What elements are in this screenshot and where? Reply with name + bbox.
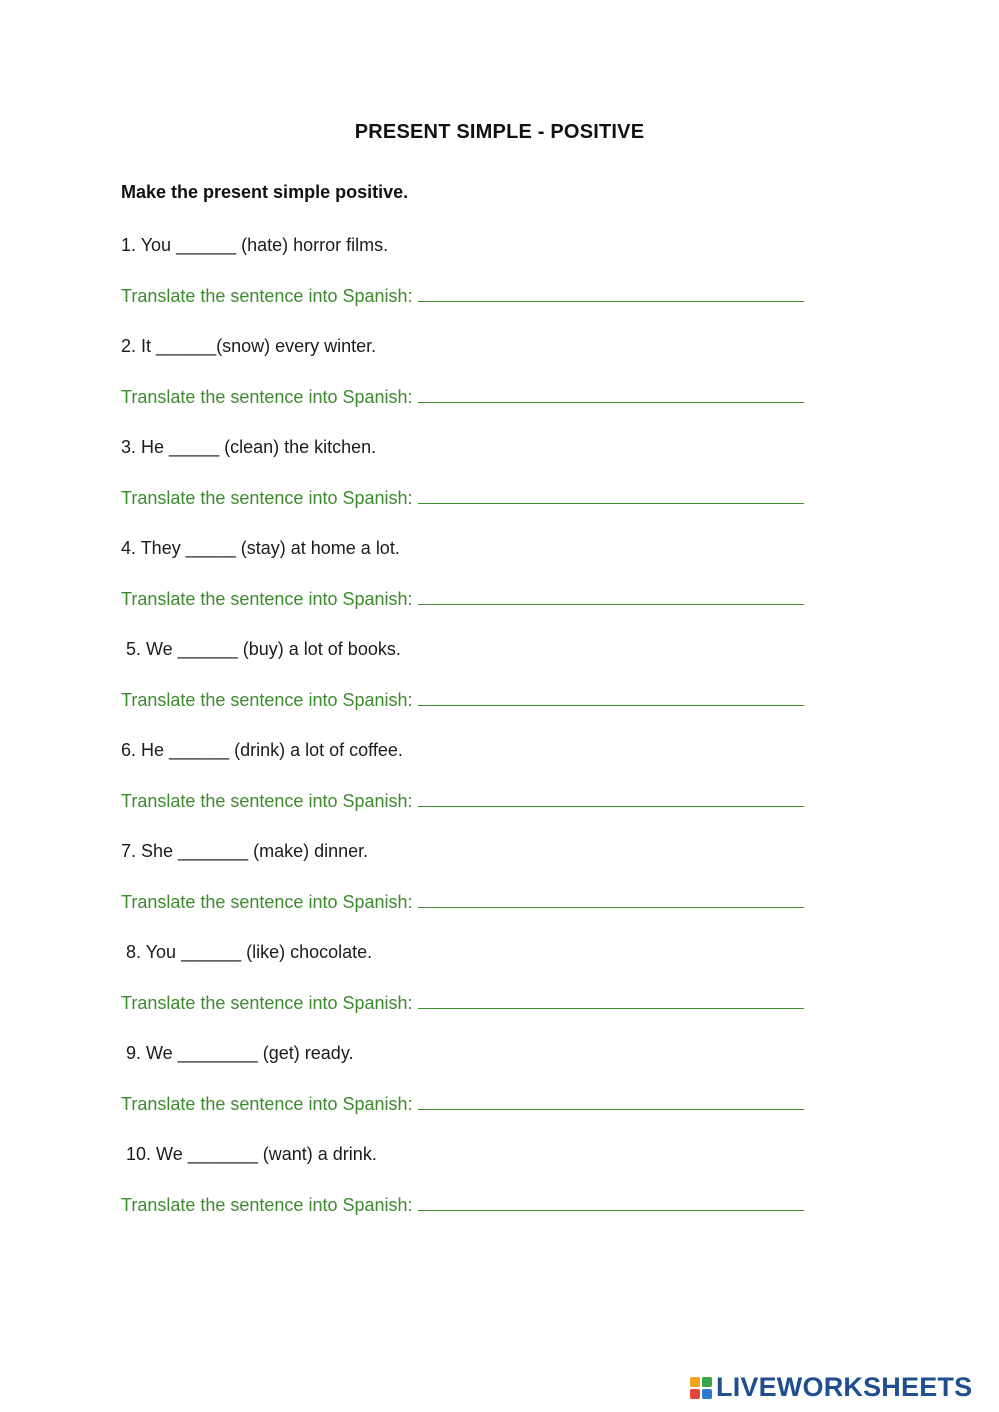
exercise-sentence: 9. We ________ (get) ready. — [121, 1043, 354, 1063]
translate-prompt — [121, 586, 861, 637]
exercise-item — [121, 838, 861, 939]
logo-square-3 — [690, 1389, 700, 1399]
exercise-sentence: 2. It ______(snow) every winter. — [121, 336, 377, 356]
answer-blank[interactable] — [418, 1192, 804, 1211]
exercise-item — [121, 232, 861, 333]
logo-text: LIVEWORKSHEETS — [716, 1372, 973, 1402]
exercise-sentence: 1. You ______ (hate) horror films. — [121, 235, 389, 255]
exercise-item — [121, 1040, 861, 1141]
exercise-item — [121, 434, 861, 535]
logo-square-4 — [702, 1389, 712, 1399]
translate-prompt — [121, 788, 861, 839]
page-title: PRESENT SIMPLE - POSITIVE — [354, 121, 645, 143]
answer-blank[interactable] — [418, 687, 804, 706]
logo-icon — [690, 1377, 712, 1399]
logo-square-2 — [702, 1377, 712, 1387]
translate-label: Translate the sentence into Spanish: — [121, 891, 413, 912]
answer-blank[interactable] — [418, 384, 804, 403]
answer-blank[interactable] — [418, 1091, 804, 1110]
translate-prompt — [121, 283, 861, 334]
exercise-sentence: 6. He ______ (drink) a lot of coffee. — [121, 740, 403, 760]
answer-blank[interactable] — [418, 788, 804, 807]
exercise-sentence: 5. We ______ (buy) a lot of books. — [121, 639, 401, 659]
translate-prompt — [121, 889, 861, 940]
exercise-sentence: 10. We _______ (want) a drink. — [121, 1144, 377, 1164]
translate-prompt — [121, 485, 861, 536]
exercise-item — [121, 939, 861, 1040]
translate-label: Translate the sentence into Spanish: — [121, 1093, 413, 1114]
translate-label: Translate the sentence into Spanish: — [121, 1194, 413, 1215]
exercise-item — [121, 636, 861, 737]
translate-prompt — [121, 1192, 861, 1243]
translate-prompt — [121, 1091, 861, 1142]
exercise-sentence: 3. He _____ (clean) the kitchen. — [121, 437, 377, 457]
exercise-item — [121, 737, 861, 838]
translate-label: Translate the sentence into Spanish: — [121, 790, 413, 811]
answer-blank[interactable] — [418, 283, 804, 302]
exercise-sentence: 8. You ______ (like) chocolate. — [121, 942, 373, 962]
exercise-list — [121, 232, 861, 1242]
translate-label: Translate the sentence into Spanish: — [121, 689, 413, 710]
translate-label: Translate the sentence into Spanish: — [121, 588, 413, 609]
translate-label: Translate the sentence into Spanish: — [121, 992, 413, 1013]
logo-square-1 — [690, 1377, 700, 1387]
answer-blank[interactable] — [418, 485, 804, 504]
exercise-sentence: 7. She _______ (make) dinner. — [121, 841, 369, 861]
answer-blank[interactable] — [418, 990, 804, 1009]
exercise-sentence: 4. They _____ (stay) at home a lot. — [121, 538, 400, 558]
answer-blank[interactable] — [418, 889, 804, 908]
exercise-item — [121, 1141, 861, 1242]
translate-prompt — [121, 687, 861, 738]
translate-prompt — [121, 384, 861, 435]
exercise-item — [121, 535, 861, 636]
liveworksheets-logo — [690, 1372, 972, 1403]
answer-blank[interactable] — [418, 586, 804, 605]
translate-label: Translate the sentence into Spanish: — [121, 487, 413, 508]
instructions: Make the present simple positive. — [121, 182, 409, 202]
translate-label: Translate the sentence into Spanish: — [121, 386, 413, 407]
exercise-item — [121, 333, 861, 434]
translate-prompt — [121, 990, 861, 1041]
translate-label: Translate the sentence into Spanish: — [121, 285, 413, 306]
